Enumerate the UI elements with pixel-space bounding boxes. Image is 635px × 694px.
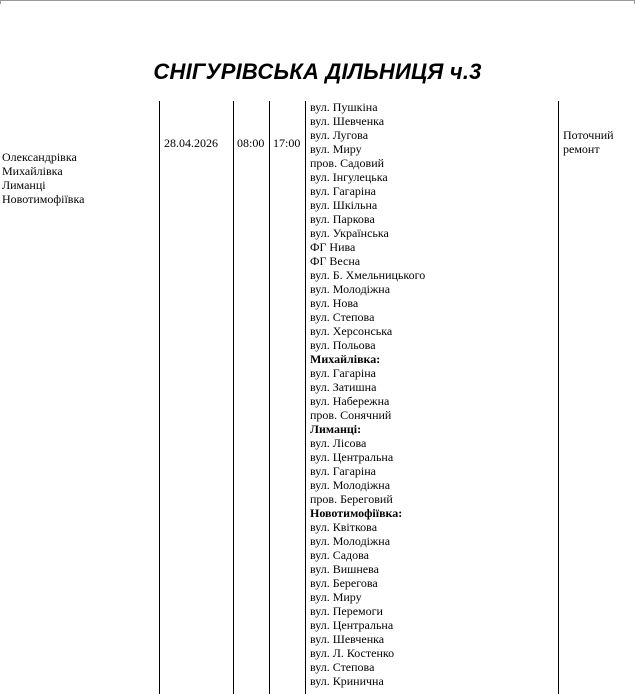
street-item: вул. Вишнева bbox=[310, 562, 379, 576]
street-item: вул. Пушкіна bbox=[310, 100, 378, 114]
street-item: вул. Шкільна bbox=[310, 198, 378, 212]
street-item: вул. Молодіжна bbox=[310, 478, 391, 492]
street-item: вул. Миру bbox=[310, 590, 362, 604]
settlement-name: Михайлівка bbox=[2, 164, 63, 178]
table-divider bbox=[269, 101, 270, 694]
settlement-heading: Новотимофіївка: bbox=[310, 506, 403, 520]
street-item: вул. Гагаріна bbox=[310, 464, 377, 478]
page-frame bbox=[0, 0, 635, 4]
page-title: СНІГУРІВСЬКА ДІЛЬНИЦЯ ч.3 bbox=[153, 59, 482, 84]
street-item: вул. Українська bbox=[310, 226, 389, 240]
table-divider bbox=[305, 101, 306, 694]
street-item: вул. Інгулецька bbox=[310, 170, 388, 184]
street-item: вул. Кринична bbox=[310, 674, 384, 688]
street-item: вул. Паркова bbox=[310, 212, 375, 226]
street-item: вул. Лугова bbox=[310, 128, 369, 142]
street-item: вул. Степова bbox=[310, 310, 375, 324]
street-item: пров. Садовий bbox=[310, 156, 385, 170]
settlement-name: Лиманці bbox=[2, 178, 46, 192]
street-item: вул. Миру bbox=[310, 142, 362, 156]
street-item: вул. Херсонська bbox=[310, 324, 393, 338]
street-item: вул. Берегова bbox=[310, 576, 378, 590]
start-time: 08:00 bbox=[237, 136, 265, 150]
street-item: вул. Л. Костенко bbox=[310, 646, 395, 660]
street-item: вул. Молодіжна bbox=[310, 282, 391, 296]
street-item: вул. Шевченка bbox=[310, 632, 385, 646]
street-item: вул. Гагаріна bbox=[310, 184, 377, 198]
street-item: пров. Сонячний bbox=[310, 408, 392, 422]
settlement-heading: Лиманці: bbox=[310, 422, 362, 436]
street-item: пров. Береговий bbox=[310, 492, 393, 506]
settlement-heading: Михайлівка: bbox=[310, 352, 381, 366]
table-divider bbox=[558, 101, 559, 694]
street-item: вул. Нова bbox=[310, 296, 359, 310]
street-item: вул. Центральна bbox=[310, 618, 394, 632]
table-divider bbox=[233, 101, 234, 694]
work-type: Поточний ремонт bbox=[563, 128, 614, 156]
street-item: ФГ Нива bbox=[310, 240, 356, 254]
street-item: вул. Затишна bbox=[310, 380, 377, 394]
street-item: вул. Польова bbox=[310, 338, 376, 352]
street-item: вул. Молодіжна bbox=[310, 534, 391, 548]
settlements-cell bbox=[2, 150, 84, 206]
settlement-name: Олександрівка bbox=[2, 150, 77, 164]
street-item: вул. Квіткова bbox=[310, 520, 378, 534]
street-item: вул. Шевченка bbox=[310, 114, 385, 128]
street-item: вул. Садова bbox=[310, 548, 369, 562]
street-item: вул. Центральна bbox=[310, 450, 394, 464]
street-item: вул. Набережна bbox=[310, 394, 390, 408]
street-item: ФГ Весна bbox=[310, 254, 361, 268]
table-divider bbox=[159, 101, 160, 694]
street-item: вул. Гагаріна bbox=[310, 366, 377, 380]
street-item: вул. Лісова bbox=[310, 436, 367, 450]
street-item: вул. Перемоги bbox=[310, 604, 383, 618]
end-time: 17:00 bbox=[273, 136, 301, 150]
outage-date: 28.04.2026 bbox=[164, 136, 218, 150]
street-item: вул. Б. Хмельницького bbox=[310, 268, 426, 282]
street-item: вул. Степова bbox=[310, 660, 375, 674]
settlement-name: Новотимофіївка bbox=[2, 192, 85, 206]
streets-cell bbox=[310, 100, 425, 688]
